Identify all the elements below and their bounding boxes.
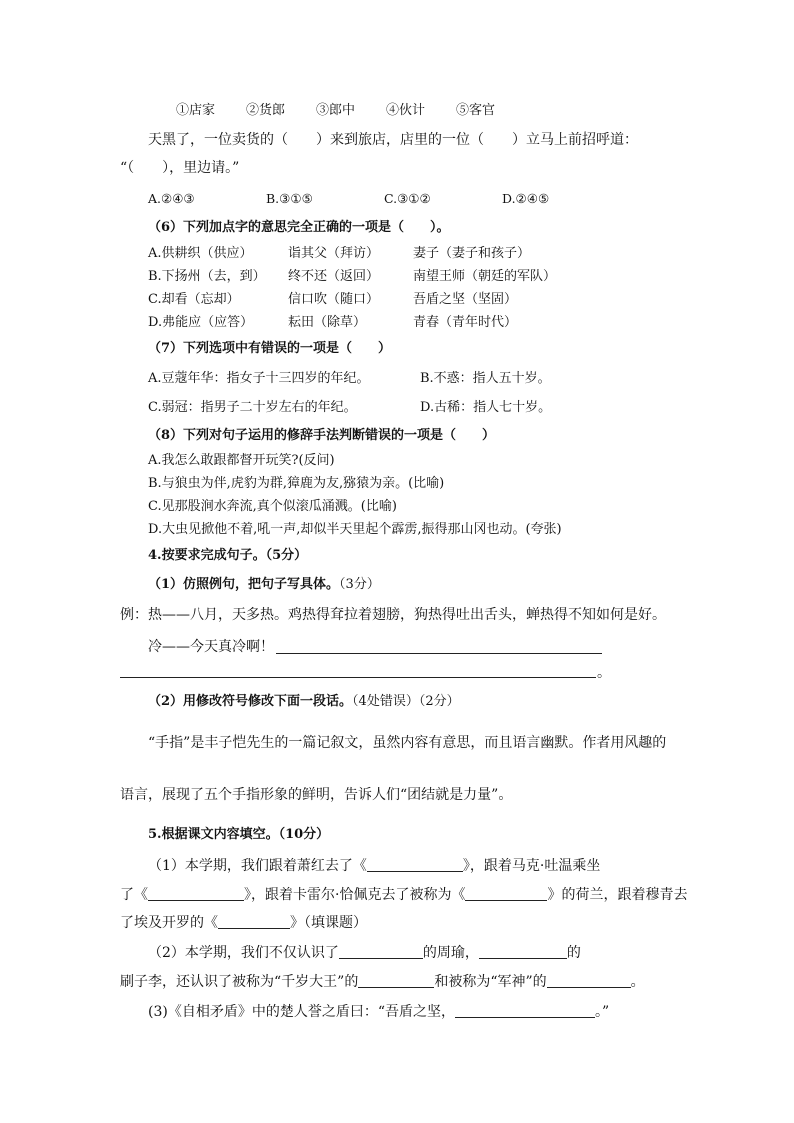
q6-d-2: 耘田（除草） [288, 315, 367, 330]
s5-l6-text-b: 。” [595, 1004, 610, 1020]
q7-c: C.弱冠：指男子二十岁左右的年纪。 [148, 400, 357, 415]
q5-option-c: C.③①② [384, 191, 431, 206]
blank-twain-title[interactable] [148, 886, 244, 901]
q6-a-1: A.供耕织（供应） [148, 246, 253, 261]
blank-zixiangmaodun[interactable] [455, 1003, 595, 1018]
q6-row-d [148, 316, 517, 329]
s5-l5-text-b: 和被称为“军神”的 [434, 974, 547, 990]
q8-stem: （8）下列对句子运用的修辞手法判断错误的一项是（ ） [148, 428, 496, 443]
q8-d: D.大虫见掀他不着,吼一声,却似半天里起个霹雳,振得那山冈也动。(夸张) [148, 522, 562, 537]
q6-c-2: 信口吹（随口） [288, 292, 380, 307]
choice-1: ①店家 [176, 103, 216, 118]
s4-p2-label: （2）用修改符号修改下面一段话。 [148, 694, 353, 709]
q8-b: B.与狼虫为伴,虎豹为群,獐鹿为友,猕猿为亲。(比喻) [148, 476, 445, 491]
blank-cairo-title[interactable] [218, 914, 290, 929]
blank-xiaohong-title[interactable] [367, 857, 463, 872]
choice-2: ②货郎 [246, 103, 286, 118]
q6-row-a [148, 247, 530, 260]
s5-l4-text-a: （2）本学期，我们不仅认识了 [148, 945, 339, 961]
q5-option-d: D.②④⑤ [502, 191, 550, 206]
section5-title: 5.根据课文内容填空。（10分） [148, 827, 330, 842]
q7-a: A.豆蔻年华：指女子十三四岁的年纪。 [148, 371, 370, 386]
blank-junshen[interactable] [547, 973, 631, 988]
s5-l3-text-a: 了埃及开罗的《 [120, 915, 218, 931]
s5-line6 [148, 1003, 609, 1019]
s5-l2-text-b: 》，跟着卡雷尔·恰佩克去了被称为《 [244, 887, 466, 903]
q6-d-1: D.弗能应（应答） [148, 315, 254, 330]
blank-netherlands-title[interactable] [465, 886, 547, 901]
q5-option-b: B.③①⑤ [266, 191, 313, 206]
s4-end-mark: 。 [597, 665, 611, 681]
s5-l6-text-a: (3)《自相矛盾》中的楚人誉之盾曰：“吾盾之坚， [148, 1004, 455, 1020]
s5-l2-text-c: 》的荷兰，跟着穆青去 [547, 887, 688, 903]
q6-row-c [148, 293, 517, 306]
q6-c-1: C.却看（忘却） [148, 292, 240, 307]
q5-choices-row [176, 104, 495, 117]
q6-a-2: 诣其父（拜访） [288, 246, 380, 261]
s5-l5-text-c: 。 [630, 974, 645, 990]
s4-p2-score: （4处错误）（2分） [352, 694, 460, 709]
s5-line2 [120, 886, 687, 902]
choice-5: ⑤客官 [456, 103, 496, 118]
q7-b: B.不惑：指人五十岁。 [420, 371, 551, 386]
s5-l3-text-b: 》（填课题） [290, 915, 367, 931]
q5-story-line2: “（ ），里边请。” [120, 160, 240, 176]
section4-title: 4.按要求完成句子。（5分） [148, 548, 308, 563]
s4-p1-score: （3分） [339, 577, 380, 592]
q7-stem: （7）下列选项中有错误的一项是（ ） [148, 341, 392, 356]
q7-d: D.古稀：指人七十岁。 [420, 400, 552, 415]
s5-l1-text-a: （1）本学期，我们跟着萧红去了《 [148, 858, 367, 874]
q6-a-3: 妻子（妻子和孩子） [413, 246, 531, 261]
s4-answer-blank-2[interactable] [120, 677, 596, 678]
s5-l4-text-c: 的 [566, 945, 581, 961]
s4-p1-label: （1）仿照例句，把句子写具体。 [148, 577, 340, 592]
q5-options [148, 193, 549, 206]
q5-option-a: A.②④③ [148, 191, 195, 206]
choice-3: ③郎中 [316, 103, 356, 118]
s5-l4-text-b: 的周瑜， [422, 945, 479, 961]
s5-l5-text-a: 刷子李，还认识了被称为“千岁大王”的 [120, 974, 359, 990]
s5-line3 [120, 914, 367, 930]
choice-4: ④伙计 [386, 103, 426, 118]
blank-qiansui-dawang[interactable] [358, 973, 434, 988]
q6-b-1: B.下扬州（去，到） [148, 269, 266, 284]
s4-para-line1: “手指”是丰子恺先生的一篇记叙文，虽然内容有意思，而且语言幽默。作者用风趣的 [148, 735, 667, 751]
s4-cold-prompt: 冷——今天真冷啊！ [148, 639, 274, 655]
q7-row-1 [148, 372, 551, 385]
q6-stem: （6）下列加点字的意思完全正确的一项是（ ）。 [148, 220, 450, 235]
q6-row-b [148, 270, 556, 283]
q6-b-2: 终不还（返回） [288, 269, 380, 284]
s4-p1-heading [148, 578, 380, 591]
s5-line1 [148, 857, 600, 873]
s4-answer-blank-1[interactable] [276, 653, 602, 654]
q8-a: A.我怎么敢跟都督开玩笑?(反问) [148, 453, 335, 468]
s4-para-line2: 语言，展现了五个手指形象的鲜明，告诉人们“团结就是力量”。 [120, 787, 513, 803]
s5-line4 [148, 944, 581, 960]
q7-row-2 [148, 401, 551, 414]
q6-d-3: 青春（青年时代） [413, 315, 518, 330]
s4-example: 例：热——八月，天多热。鸡热得耷拉着翅膀，狗热得吐出舌头，蝉热得不知如何是好。 [120, 607, 666, 623]
s4-p2-heading [148, 695, 460, 708]
q8-c: C.见那股涧水奔流,真个似滚瓜涌溅。(比喻) [148, 499, 397, 514]
s5-l1-text-b: 》，跟着马克·吐温乘坐 [462, 858, 601, 874]
q6-c-3: 吾盾之坚（坚固） [413, 292, 518, 307]
blank-shuazili-trait[interactable] [479, 944, 567, 959]
s5-line5 [120, 973, 645, 989]
q6-b-3: 南望王师（朝廷的军队） [413, 269, 557, 284]
q5-story-line1: 天黑了，一位卖货的（ ）来到旅店，店里的一位（ ）立马上前招呼道： [148, 132, 638, 148]
s5-l2-text-a: 了《 [120, 887, 148, 903]
blank-zhouyu-trait[interactable] [339, 944, 423, 959]
